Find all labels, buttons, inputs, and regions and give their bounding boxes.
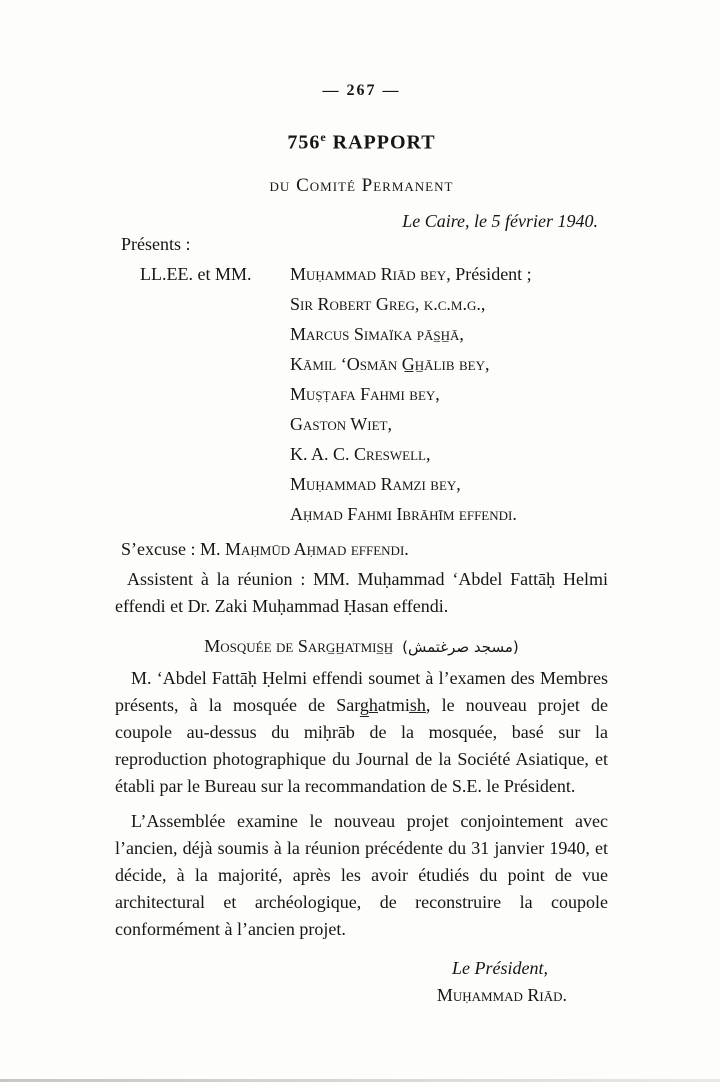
attendee-name: Muḥammad Riād bey	[290, 263, 447, 284]
presents-label: Présents :	[121, 233, 191, 254]
attendee-list	[290, 259, 608, 529]
mosque-heading-french: Mosquée de Sarg̲h̲atmis̲h̲	[204, 635, 394, 656]
report-title-number: 756	[287, 131, 321, 154]
attendees-block	[115, 259, 608, 529]
signature-block	[115, 955, 608, 1009]
attendees-intro: LL.EE. et MM.	[140, 263, 252, 284]
body-paragraph-1: M. ‘Abdel Fattāḥ Ḥelmi effendi soumet à l’examen des Membres présents, à la mosquée de Sarg̲h̲atmis̲h̲, le nouveau projet de coupole au-dessus du miḥrāb de la mosquée, basé sur la reproduction photographique du Journal de la Société Asiatique, et établi par le Bureau sur la recommandation de S.E. le Président.	[115, 667, 608, 796]
attendee-name: Muṣṭafa Fahmi bey,	[290, 383, 440, 404]
attendee-row	[290, 439, 608, 469]
attendee-row	[290, 499, 608, 529]
dateline: Le Caire, le 5 février 1940.	[402, 210, 598, 231]
assistants-paragraph: Assistent à la réunion : MM. Muḥammad ‘Abdel Fattāḥ Helmi effendi et Dr. Zaki Muḥammad Ḥasan effendi.	[115, 568, 608, 616]
signature-role: Le Président,	[452, 957, 548, 978]
excuse-name: Maḥmūd Aḥmad effendi.	[224, 538, 409, 559]
attendee-name: Aḥmad Fahmi Ibrāhīm effendi.	[290, 503, 517, 524]
signature-name: Muḥammad Riād.	[436, 984, 567, 1005]
attendee-row	[290, 259, 608, 289]
attendee-row	[290, 379, 608, 409]
attendee-row	[290, 409, 608, 439]
attendee-name: Sir Robert Greg, k.c.m.g.,	[290, 293, 486, 314]
attendee-row	[290, 319, 608, 349]
attendee-row	[290, 469, 608, 499]
excuse-line	[121, 539, 608, 560]
attendee-name: K. A. C. Creswell,	[290, 443, 431, 464]
attendee-name: Muḥammad Ramzi bey,	[290, 473, 461, 494]
page-number: — 267 —	[322, 82, 401, 99]
report-title-ordinal: e	[320, 130, 327, 144]
attendee-name: Marcus Simaïka pās̲h̲ā,	[290, 323, 464, 344]
report-title-word: RAPPORT	[332, 131, 436, 154]
attendee-suffix: , Président ;	[446, 263, 532, 284]
section-heading	[115, 636, 608, 657]
mosque-heading-arabic: (مسجد صرغتمش)	[402, 637, 519, 656]
attendee-name: Gaston Wiet,	[290, 413, 392, 434]
attendee-row	[290, 289, 608, 319]
report-subtitle: du Comité Permanent	[269, 174, 454, 196]
attendee-row	[290, 349, 608, 379]
excuse-prefix: S’excuse : M.	[121, 538, 225, 559]
attendee-name: Kāmil ‘Osmān G̲h̲ālib bey,	[290, 353, 490, 374]
body-paragraph-2: L’Assemblée examine le nouveau projet conjointement avec l’ancien, déjà soumis à la réunion précédente du 31 janvier 1940, et décide, à la majorité, après les avoir étudiés du point de vue architectural et archéologique, de reconstruire la coupole conformément à l’ancien projet.	[115, 810, 608, 939]
report-title	[115, 130, 608, 155]
